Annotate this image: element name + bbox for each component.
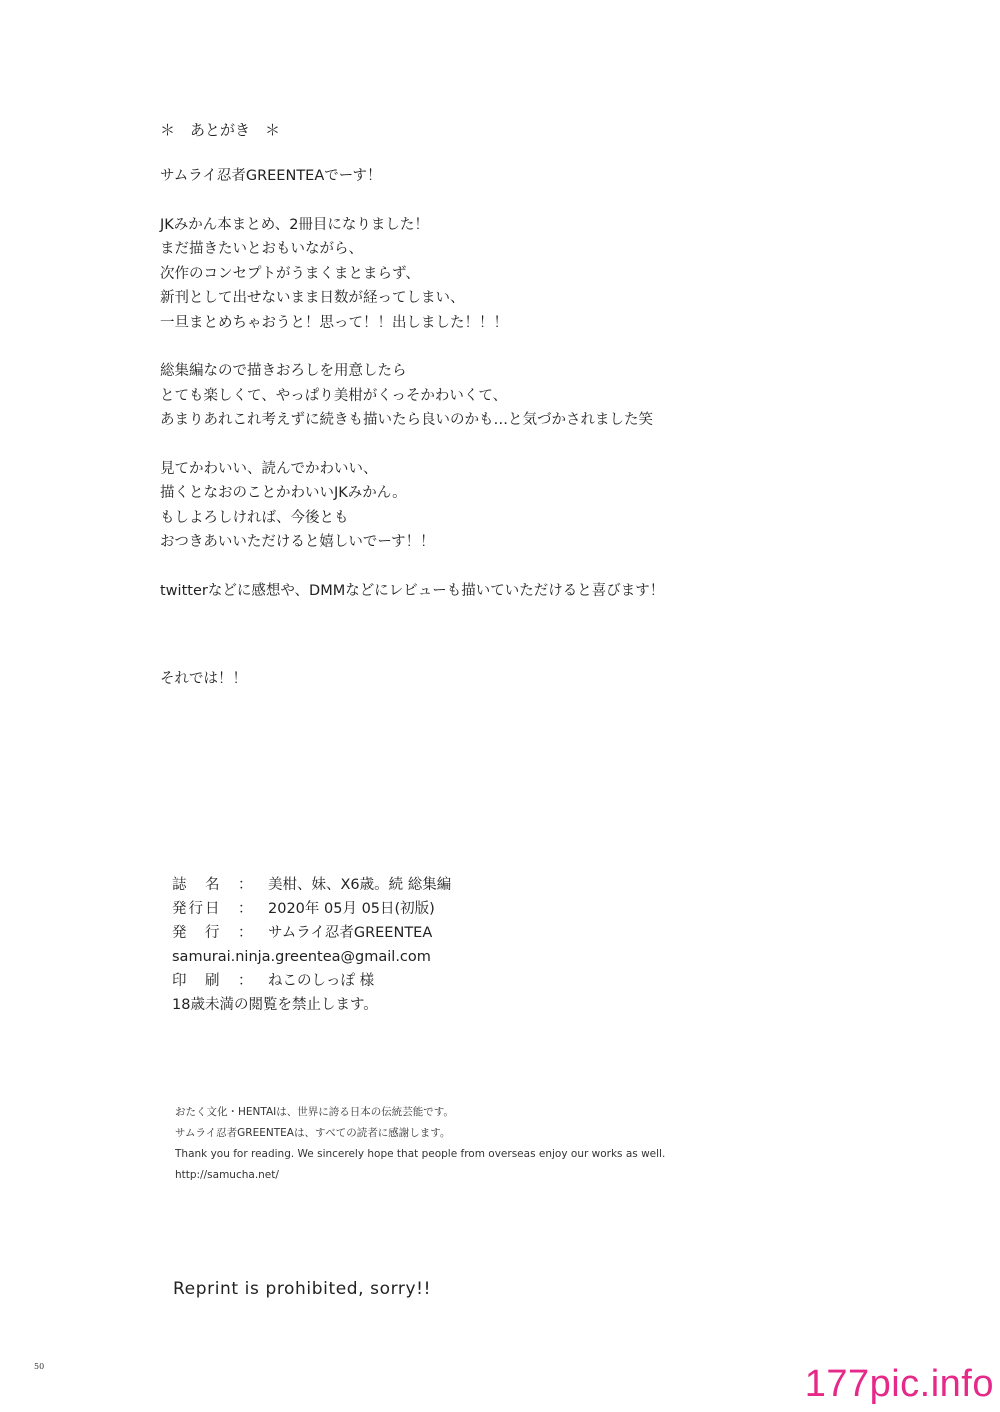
reprint-notice: Reprint is prohibited, sorry!! — [173, 1279, 432, 1299]
afterword-section — [160, 118, 920, 716]
afterword-line: twitterなどに感想や、DMMなどにレビューも描いていただけると喜びます！ — [160, 582, 665, 599]
watermark: 177pic.info — [804, 1363, 994, 1405]
colophon-title-row — [172, 873, 772, 897]
afterword-line: もしよろしければ、今後とも — [160, 509, 349, 526]
colophon-label: 誌 名 — [172, 877, 222, 893]
page-number: 50 — [34, 1362, 45, 1371]
colophon-value: ねこのしっぽ 様 — [268, 973, 375, 989]
colophon-label: 発行日 — [172, 901, 222, 917]
colophon-value: 美柑、妹、X6歳。続 総集編 — [268, 877, 452, 893]
afterword-heading: ＊ あとがき ＊ — [160, 121, 281, 139]
afterword-line: 描くとなおのことかわいいJKみかん。 — [160, 485, 407, 501]
afterword-paragraph — [160, 667, 920, 692]
afterword-line: 新刊として出せないまま日数が経ってしまい、 — [160, 290, 465, 306]
afterword-line: まだ描きたいとおもいながら、 — [160, 241, 363, 257]
afterword-paragraph — [160, 359, 920, 433]
colophon-email: samurai.ninja.greentea@gmail.com — [172, 949, 431, 965]
colophon-publisher-row — [172, 921, 772, 945]
colophon-separator: ： — [238, 925, 253, 941]
afterword-line: JKみかん本まとめ、2冊目になりました！ — [160, 216, 429, 233]
colophon-separator: ： — [238, 877, 253, 893]
afterword-line: サムライ忍者GREENTEAでーす！ — [160, 168, 382, 184]
colophon-label: 印 刷 — [172, 973, 222, 989]
afterword-line: 総集編なので描きおろしを用意したら — [160, 363, 407, 379]
notice-line: サムライ忍者GREENTEAは、すべての読者に感謝します。 — [175, 1127, 451, 1139]
colophon-printer-row — [172, 969, 772, 993]
afterword-line: 一旦まとめちゃおうと！思って！！出しました！！！ — [160, 314, 508, 331]
thanks-notice — [175, 1102, 775, 1186]
afterword-line: あまりあれこれ考えずに続きも描いたら良いのかも…と気づかされました笑 — [160, 412, 653, 428]
afterword-paragraph — [160, 579, 920, 604]
notice-line: Thank you for reading. We sincerely hope that people from overseas enjoy our works as well. — [175, 1148, 666, 1160]
afterword-line: 次作のコンセプトがうまくまとまらず、 — [160, 265, 420, 282]
colophon-separator: ： — [238, 973, 253, 989]
spacer — [160, 627, 920, 667]
colophon-age-notice: 18歳未満の閲覧を禁止します。 — [172, 997, 378, 1013]
colophon-separator: ： — [238, 901, 253, 917]
notice-line: おたく文化・HENTAIは、世界に誇る日本の伝統芸能です。 — [175, 1106, 454, 1118]
notice-url: http://samucha.net/ — [175, 1169, 279, 1181]
colophon-date-row — [172, 897, 772, 921]
afterword-paragraph — [160, 213, 920, 336]
afterword-line: とても楽しくて、やっぱり美柑がくっそかわいくて、 — [160, 387, 508, 404]
colophon-label: 発 行 — [172, 925, 222, 941]
colophon — [172, 873, 772, 1017]
colophon-value: サムライ忍者GREENTEA — [268, 925, 433, 941]
colophon-value: 2020年 05月 05日(初版) — [268, 901, 435, 917]
afterword-line: 見てかわいい、読んでかわいい、 — [160, 460, 378, 477]
afterword-line: それでは！！ — [160, 671, 247, 687]
afterword-paragraph — [160, 457, 920, 555]
afterword-line: おつきあいいただけると嬉しいでーす！！ — [160, 534, 435, 550]
afterword-paragraph — [160, 164, 920, 189]
